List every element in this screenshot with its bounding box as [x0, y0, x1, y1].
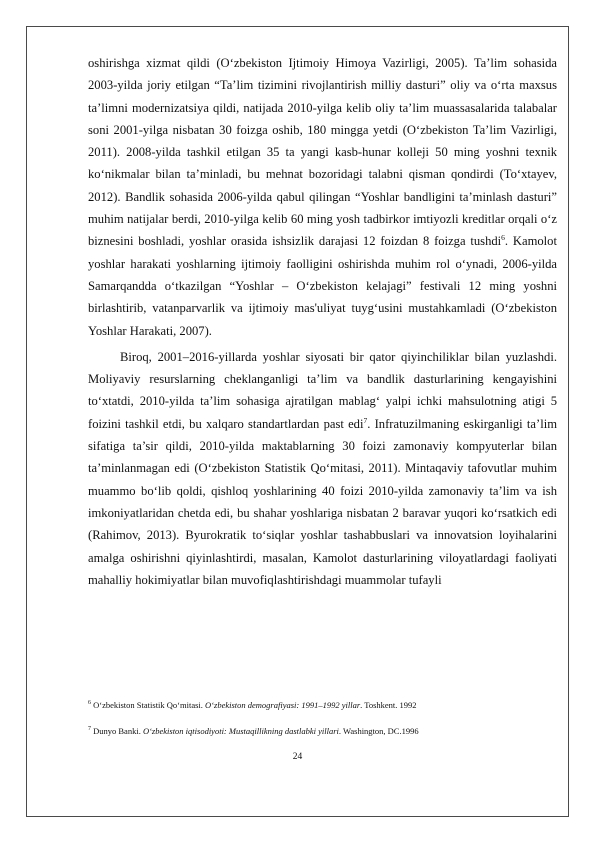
footnote-6-title: O‘zbekiston demografiyasi: 1991–1992 yillar	[205, 700, 361, 710]
paragraph-1	[88, 52, 557, 342]
footnote-ref-6[interactable]: 6	[501, 233, 505, 243]
footnote-ref-7[interactable]: 7	[363, 415, 368, 425]
footnote-7-title: O‘zbekiston iqtisodiyoti: Mustaqillikning dastlabki yillari	[142, 726, 339, 736]
body-text	[88, 52, 557, 591]
paragraph-1-text-a: oshirishga xizmat qildi (O‘zbekiston Ijtimoiy Himoya Vazirligi, 2005). Ta’lim sohasida 2003-yilda joriy etilgan “Ta’lim tizimini rivojlantirish milliy dasturi” oliy va o‘rta maxsus ta’limni modernizatsiya qildi, natijada 2010-yilga kelib oliy ta’lim muassasalarida talabalar soni 2001-yilga nisbatan 30 foizga oshib, 180 mingga yetdi (O‘zbekiston Ta’lim Vazirligi, 2011). 2008-yilda tashkil etilgan 35 ta yangi kasb-hunar kolleji 50 ming yoshni texnik ko‘nikmalar bilan ta’minladi, bu mehnat bozoridagi talabni qisman qondirdi (To‘xtayev, 2012). Bandlik sohasida 2006-yilda qabul qilingan “Yoshlar bandligini ta’minlash dasturi” muhim natijalar berdi, 2010-yilga kelib 60 ming yosh tadbirkor imtiyozli kreditlar orqali o‘z biznesini boshladi, yoshlar orasida ishsizlik darajasi 12 foizdan 8 foizga tushdi	[88, 56, 557, 249]
page-number: 24	[292, 752, 303, 762]
footnote-6-rest: . Toshkent. 1992	[360, 700, 417, 710]
paragraph-2	[88, 346, 557, 591]
paragraph-2-text-a: Biroq, 2001–2016-yillarda yoshlar siyosati bir qator qiyinchiliklar bilan yuzlashdi. Moliyaviy resurslarning cheklanganligi ta’lim va bandlik dasturlarining kengayishini to‘xtatdi, 2010-yilda ta’lim sohasiga ajratilgan mablag‘ yalpi ichki mahsulotning atigi 5 foizini tashkil etdi, bu xalqaro standartlardan past edi	[88, 349, 557, 431]
paragraph-1-text-b: . Kamolot yoshlar harakati yoshlarning ijtimoiy faolligini oshirishda muhim rol o‘ynadi, 2006-yilda Samarqandda o‘tkazilgan “Yoshlar – O‘zbekiston kelajagi” festivali 12 ming yoshni birlashtirib, vatanparvarlik va ijtimoiy mas'uliyat tuyg‘usini mustahkamladi (O‘zbekiston Yoshlar Harakati, 2007).	[88, 234, 557, 338]
footnote-6-author: O‘zbekiston Statistik Qo‘mitasi.	[91, 700, 206, 710]
footnote-6	[88, 700, 557, 711]
paragraph-2-text-b: . Infratuzilmaning eskirganligi ta’lim sifatiga ta’sir qildi, 2010-yilda maktablarning 30 foizi zamonaviy kompyuterlar bilan ta’minlanmagan edi (O‘zbekiston Statistik Qo‘mitasi, 2011). Mintaqaviy tafovutlar muhim muammo bo‘lib qoldi, qishloq yoshlarining 40 foizi 2010-yilda zamonaviy ta’lim va ish imkoniyatlaridan chetda edi, bu shahar yoshlariga nisbatan 2 baravar yuqori ko‘rsatkich edi (Rahimov, 2013). Byurokratik to‘siqlar yoshlar tashabbuslari va innovatsion loyihalarini amalga oshirishni qiyinlashtirdi, masalan, Kamolot dasturlarining viloyatlardagi faoliyati mahalliy hokimiyatlar bilan muvofiqlashtirishdagi muammolar tufayli	[88, 416, 557, 587]
footnote-7-number: 7	[88, 726, 91, 733]
footnote-7	[88, 726, 557, 737]
footnote-7-author: Dunyo Banki.	[91, 726, 143, 736]
footnote-7-rest: . Washington, DC.1996	[338, 726, 419, 736]
footnote-6-number: 6	[88, 700, 91, 707]
